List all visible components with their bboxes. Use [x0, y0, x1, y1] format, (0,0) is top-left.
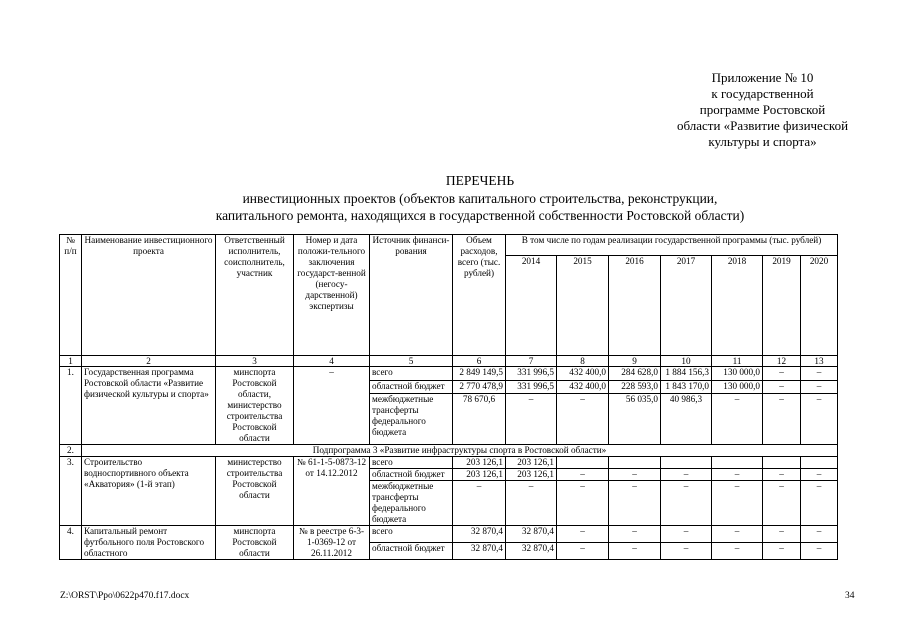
total-amount: 203 126,1: [453, 469, 506, 481]
year-amount: –: [712, 469, 763, 481]
year-amount: –: [801, 481, 838, 526]
year-amount: –: [661, 481, 712, 526]
table-row: [60, 367, 838, 381]
column-number: 9: [609, 356, 661, 367]
header-source: Источник финанси-рования: [370, 235, 453, 356]
year-amount: –: [557, 481, 609, 526]
header-name: Наименование инвестиционного проекта: [82, 235, 216, 356]
executor: минспорта Ростовской области, министерство строительства Ростовской области: [216, 367, 294, 445]
conclusion: № в реестре 6-3-1-0369-12 от 26.11.2012: [294, 526, 370, 560]
funding-source: всего: [370, 526, 453, 543]
year-amount: –: [557, 543, 609, 560]
year-amount: 1 884 156,3: [661, 367, 712, 381]
appendix-line: культуры и спорта»: [708, 134, 817, 149]
column-number: 8: [557, 356, 609, 367]
year-amount: [712, 457, 763, 469]
year-amount: 32 870,4: [506, 526, 557, 543]
column-number: 12: [763, 356, 801, 367]
year-amount: –: [763, 543, 801, 560]
year-amount: –: [506, 394, 557, 445]
appendix-line: программе Ростовской: [699, 102, 826, 117]
header-years-group: В том числе по годам реализации государственной программы (тыс. рублей): [506, 235, 838, 256]
year-amount: –: [661, 526, 712, 543]
year-amount: –: [661, 469, 712, 481]
year-amount: [557, 457, 609, 469]
header-row: [60, 235, 838, 256]
year-amount: 331 996,5: [506, 380, 557, 394]
appendix-line: Приложение № 10: [711, 70, 814, 85]
title-heading: ПЕРЕЧЕНЬ: [445, 173, 515, 188]
year-amount: –: [712, 394, 763, 445]
projects-table: [59, 234, 838, 560]
year-amount: –: [801, 469, 838, 481]
year-amount: –: [763, 481, 801, 526]
project-name: Государственная программа Ростовской области «Развитие физической культуры и спорта»: [82, 367, 216, 445]
title-line: инвестиционных проектов (объектов капитального строительства, реконструкции,: [242, 190, 718, 206]
column-number: 6: [453, 356, 506, 367]
file-path: Z:\ORST\Ppo\0622p470.f17.docx: [60, 591, 190, 601]
header-conclusion: Номер и дата положи-тельного заключения государст-венной (негосу-дарственной) экспертизы: [294, 235, 370, 356]
row-number: 2.: [60, 445, 82, 457]
page-number: 34: [845, 591, 855, 601]
total-amount: 32 870,4: [453, 526, 506, 543]
year-amount: 130 000,0: [712, 367, 763, 381]
column-numbers-row: [60, 356, 838, 367]
year-amount: 32 870,4: [506, 543, 557, 560]
title-line: капитального ремонта, находящихся в государственной собственности Ростовской области): [215, 208, 745, 223]
header-total: Объем расходов, всего (тыс. рублей): [453, 235, 506, 356]
funding-source: областной бюджет: [370, 469, 453, 481]
year-amount: –: [801, 367, 838, 381]
header-year: 2017: [661, 256, 712, 356]
year-amount: –: [801, 394, 838, 445]
year-amount: –: [763, 367, 801, 381]
total-amount: 32 870,4: [453, 543, 506, 560]
year-amount: –: [609, 481, 661, 526]
header-num: № п/п: [60, 235, 82, 356]
year-amount: [801, 457, 838, 469]
header-year: 2014: [506, 256, 557, 356]
total-amount: –: [453, 481, 506, 526]
year-amount: –: [661, 543, 712, 560]
year-amount: 432 400,0: [557, 380, 609, 394]
executor: министерство строительства Ростовской области: [216, 457, 294, 526]
conclusion: № 61-1-5-0873-12 от 14.12.2012: [294, 457, 370, 526]
year-amount: –: [557, 526, 609, 543]
year-amount: –: [609, 469, 661, 481]
table-row: [60, 526, 838, 543]
year-amount: 130 000,0: [712, 380, 763, 394]
funding-source: областной бюджет: [370, 543, 453, 560]
column-number: 3: [216, 356, 294, 367]
row-number: 4.: [60, 526, 82, 560]
funding-source: межбюджетные трансферты федерального бюджета: [370, 394, 453, 445]
total-amount: 2 849 149,5: [453, 367, 506, 381]
row-number: 3.: [60, 457, 82, 526]
year-amount: [763, 457, 801, 469]
executor: минспорта Ростовской области: [216, 526, 294, 560]
year-amount: 284 628,0: [609, 367, 661, 381]
year-amount: –: [712, 481, 763, 526]
project-name: Капитальный ремонт футбольного поля Ростовского областного: [82, 526, 216, 560]
year-amount: 1 843 170,0: [661, 380, 712, 394]
column-number: 13: [801, 356, 838, 367]
column-number: 7: [506, 356, 557, 367]
column-number: 5: [370, 356, 453, 367]
header-year: 2020: [801, 256, 838, 356]
year-amount: [609, 457, 661, 469]
funding-source: всего: [370, 457, 453, 469]
year-amount: –: [557, 394, 609, 445]
year-amount: 432 400,0: [557, 367, 609, 381]
year-amount: –: [557, 469, 609, 481]
year-amount: –: [763, 394, 801, 445]
year-amount: –: [801, 526, 838, 543]
appendix-block: [640, 70, 885, 150]
total-amount: 203 126,1: [453, 457, 506, 469]
document-title: [100, 172, 860, 225]
total-amount: 2 770 478,9: [453, 380, 506, 394]
funding-source: межбюджетные трансферты федерального бюджета: [370, 481, 453, 526]
funding-source: областной бюджет: [370, 380, 453, 394]
project-name: Строительство водноспортивного объекта «Акватория» (1-й этап): [82, 457, 216, 526]
year-amount: 228 593,0: [609, 380, 661, 394]
header-executor: Ответственный исполнитель, соисполнитель, участник: [216, 235, 294, 356]
year-amount: 40 986,3: [661, 394, 712, 445]
column-number: 4: [294, 356, 370, 367]
header-year: 2019: [763, 256, 801, 356]
appendix-line: к государственной: [711, 86, 814, 101]
column-number: 2: [82, 356, 216, 367]
year-amount: –: [801, 380, 838, 394]
year-amount: 331 996,5: [506, 367, 557, 381]
table-row: [60, 457, 838, 469]
subprogram-title: Подпрограмма 3 «Развитие инфраструктуры спорта в Ростовской области»: [82, 445, 838, 457]
funding-source: всего: [370, 367, 453, 381]
year-amount: –: [763, 469, 801, 481]
conclusion: –: [294, 367, 370, 445]
header-year: 2018: [712, 256, 763, 356]
year-amount: –: [801, 543, 838, 560]
year-amount: –: [763, 526, 801, 543]
year-amount: –: [506, 481, 557, 526]
column-number: 11: [712, 356, 763, 367]
year-amount: [661, 457, 712, 469]
appendix-line: области «Развитие физической: [676, 118, 849, 133]
row-number: 1.: [60, 367, 82, 445]
year-amount: 203 126,1: [506, 469, 557, 481]
year-amount: –: [609, 526, 661, 543]
column-number: 1: [60, 356, 82, 367]
year-amount: 203 126,1: [506, 457, 557, 469]
year-amount: –: [609, 543, 661, 560]
year-amount: –: [712, 543, 763, 560]
year-amount: –: [712, 526, 763, 543]
column-number: 10: [661, 356, 712, 367]
year-amount: 56 035,0: [609, 394, 661, 445]
subprogram-row: [60, 445, 838, 457]
total-amount: 78 670,6: [453, 394, 506, 445]
header-year: 2016: [609, 256, 661, 356]
header-year: 2015: [557, 256, 609, 356]
year-amount: –: [763, 380, 801, 394]
